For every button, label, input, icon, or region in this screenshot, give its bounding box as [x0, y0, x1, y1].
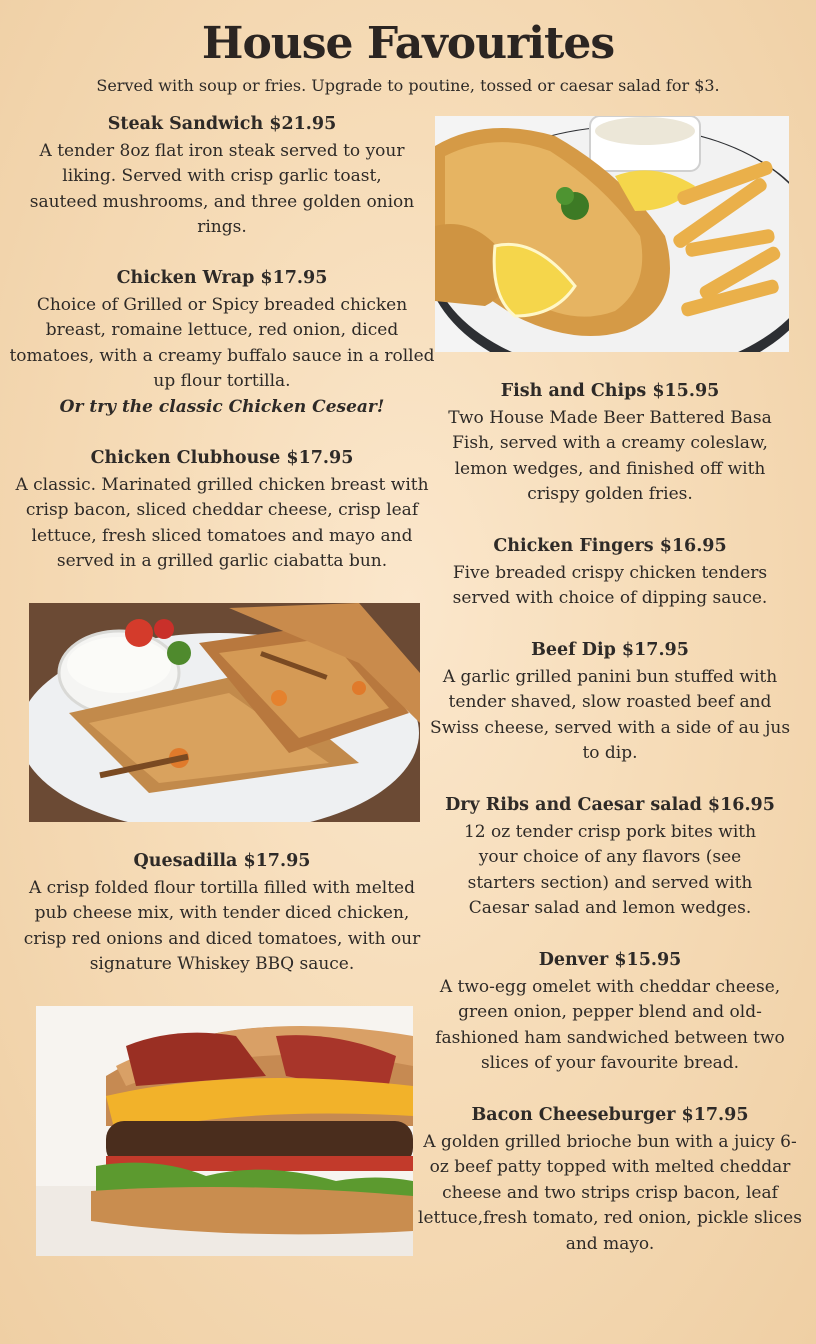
item-name: Chicken Clubhouse $17.95 — [90, 448, 354, 468]
item-description: Two House Made Beer Battered Basa Fish, served with a creamy coleslaw, lemon wedges, and finished off with crispy golden fries. — [448, 407, 772, 505]
item-name: Bacon Cheeseburger $17.95 — [471, 1105, 749, 1125]
menu-item-chicken-wrap — [8, 266, 436, 421]
item-name: Fish and Chips $15.95 — [500, 381, 720, 401]
menu-item-denver — [428, 948, 792, 1077]
menu-item-chicken-clubhouse — [12, 446, 432, 575]
menu-item-chicken-fingers — [436, 534, 784, 612]
item-description: A tender 8oz flat iron steak served to your liking. Served with crisp garlic toast, sauteed mushrooms, and three golden onion rings. — [29, 140, 415, 238]
item-name: Chicken Fingers $16.95 — [493, 536, 727, 556]
item-name: Denver $15.95 — [538, 950, 682, 970]
fish-and-chips-photo — [435, 116, 789, 352]
page-title: House Favourites — [201, 18, 615, 69]
item-description: Five breaded crispy chicken tenders served with choice of dipping sauce. — [452, 562, 768, 609]
menu-item-beef-dip — [428, 638, 792, 767]
menu-item-steak-sandwich — [12, 112, 432, 241]
item-description: A two-egg omelet with cheddar cheese, green onion, pepper blend and old-fashioned ham sandwiched between two slices of your favourite bread. — [435, 976, 785, 1074]
item-name: Chicken Wrap $17.95 — [116, 268, 328, 288]
item-name: Steak Sandwich $21.95 — [107, 114, 337, 134]
item-description: 12 oz tender crisp pork bites with your choice of any flavors (see starters section) and served with Caesar salad and lemon wedges. — [463, 821, 757, 919]
item-description: Choice of Grilled or Spicy breaded chicken breast, romaine lettuce, red onion, diced tomatoes, with a creamy buffalo sauce in a rolled up flour tortilla. — [9, 294, 435, 392]
menu-item-dry-ribs — [436, 793, 784, 922]
menu-item-bacon-cheeseburger — [418, 1103, 802, 1258]
item-description: A crisp folded flour tortilla filled with melted pub cheese mix, with tender diced chicken, crisp red onions and diced tomatoes, with our signature Whiskey BBQ sauce. — [23, 877, 421, 975]
page-subtitle: Served with soup or fries. Upgrade to poutine, tossed or caesar salad for $3. — [96, 76, 720, 95]
item-description: A garlic grilled panini bun stuffed with tender shaved, slow roasted beef and Swiss cheese, served with a side of au jus to dip. — [429, 666, 791, 764]
item-description: A classic. Marinated grilled chicken breast with crisp bacon, sliced cheddar cheese, crisp leaf lettuce, fresh sliced tomatoes and mayo and served in a grilled garlic ciabatta bun. — [15, 474, 429, 572]
menu-item-fish-and-chips — [436, 379, 784, 508]
menu-item-quesadilla — [12, 849, 432, 978]
item-promo: Or try the classic Chicken Cesear! — [59, 396, 385, 417]
item-name: Dry Ribs and Caesar salad $16.95 — [445, 795, 775, 815]
item-description: A golden grilled brioche bun with a juicy 6-oz beef patty topped with melted cheddar cheese and two strips crisp bacon, leaf lettuce,fresh tomato, red onion, pickle slices and mayo. — [418, 1131, 802, 1254]
item-name: Beef Dip $17.95 — [531, 640, 689, 660]
item-name: Quesadilla $17.95 — [133, 851, 311, 871]
bacon-cheeseburger-photo — [36, 1006, 413, 1256]
quesadilla-photo — [29, 603, 420, 822]
